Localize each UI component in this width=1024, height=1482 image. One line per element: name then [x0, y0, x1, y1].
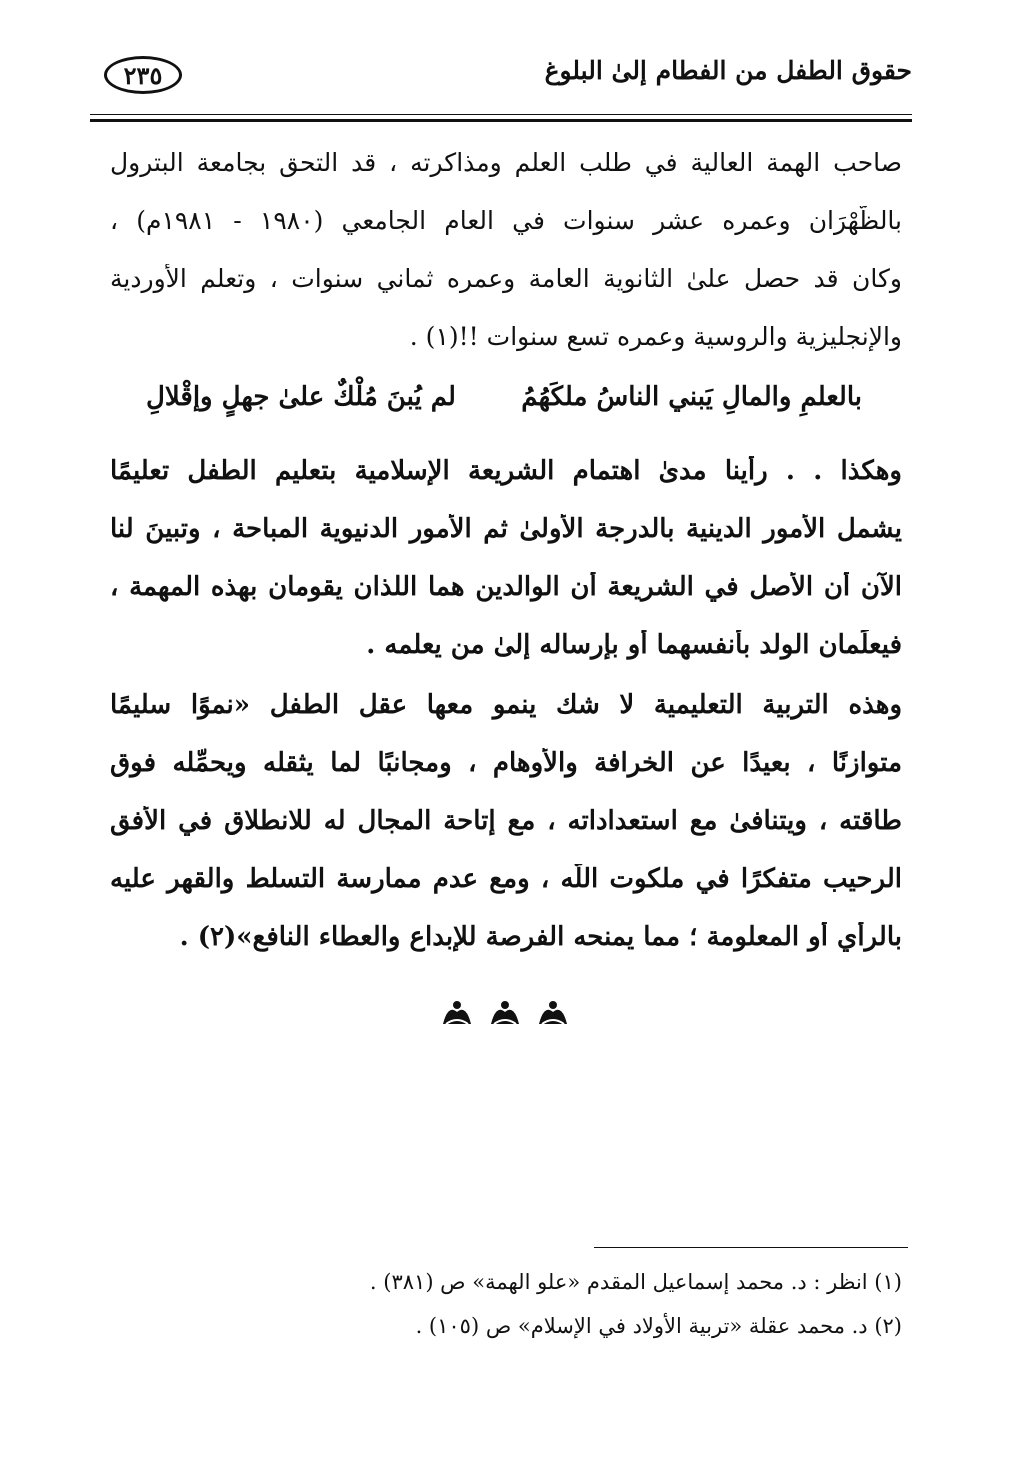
- footnote-separator: [594, 1247, 908, 1248]
- section-ornament: [440, 996, 570, 1030]
- paragraph-line: وكان قد حصل علىٰ الثانوية العامة وعمره ثماني سنوات ، وتعلم الأوردية: [110, 264, 902, 293]
- ornament-icon: [440, 998, 474, 1028]
- ornament-icon: [536, 998, 570, 1028]
- paragraph-line: صاحب الهمة العالية في طلب العلم ومذاكرته ، قد التحق بجامعة البترول: [110, 148, 902, 177]
- paragraph-line: بالظَّهْرَان وعمره عشر سنوات في العام الجامعي (١٩٨٠ - ١٩٨١م) ،: [110, 206, 902, 235]
- paragraph-line: الآن أن الأصل في الشريعة أن الوالدين هما اللذان يقومان بهذه المهمة ،: [110, 572, 902, 602]
- paragraph-line: وهذه التربية التعليمية لا شك ينمو معها عقل الطفل «نموًا سليمًا: [110, 690, 902, 720]
- header-rule-thick: [90, 119, 912, 122]
- running-title: حقوق الطفل من الفطام إلىٰ البلوغ: [544, 56, 912, 85]
- paragraph-line: فيعلِّمان الولد بأنفسهما أو بإرساله إلىٰ من يعلمه .: [366, 630, 902, 660]
- paragraph-line: بالرأي أو المعلومة ؛ مما يمنحه الفرصة للإبداع والعطاء النافع»(٢) .: [179, 922, 902, 952]
- page-header: [90, 44, 912, 114]
- paragraph-line: الرحيب متفكرًا في ملكوت اللَّه ، ومع عدم ممارسة التسلط والقهر عليه: [110, 864, 902, 894]
- footnote-1: (١) انظر : د. محمد إسماعيل المقدم «علو الهمة» ص (٣٨١) .: [369, 1270, 902, 1294]
- page-number-badge: ٢٣٥: [104, 56, 182, 94]
- paragraph-line: والإنجليزية والروسية وعمره تسع سنوات !!(١) .: [409, 322, 902, 351]
- header-rule-thin: [90, 114, 912, 115]
- footnote-2: (٢) د. محمد عقلة «تربية الأولاد في الإسلام» ص (١٠٥) .: [415, 1314, 902, 1338]
- paragraph-line: يشمل الأمور الدينية بالدرجة الأولىٰ ثم الأمور الدنيوية المباحة ، وتبينَ لنا: [110, 514, 902, 544]
- paragraph-line: طاقته ، ويتنافىٰ مع استعداداته ، مع إتاحة المجال له للانطلاق في الأفق: [110, 806, 902, 836]
- ornament-icon: [488, 998, 522, 1028]
- poem-second-hemistich: لم يُبنَ مُلْكٌ علىٰ جهلٍ وإقْلالِ: [146, 382, 456, 412]
- paragraph-line: وهكذا . . رأينا مدىٰ اهتمام الشريعة الإسلامية بتعليم الطفل تعليمًا: [110, 456, 902, 486]
- poem-first-hemistich: بالعلمِ والمالِ يَبني الناسُ ملكَهُمُ: [521, 382, 862, 412]
- poem-verse: [146, 382, 862, 422]
- paragraph-line: متوازنًا ، بعيدًا عن الخرافة والأوهام ، ومجانبًا لما يثقله ويحمِّله فوق: [110, 748, 902, 778]
